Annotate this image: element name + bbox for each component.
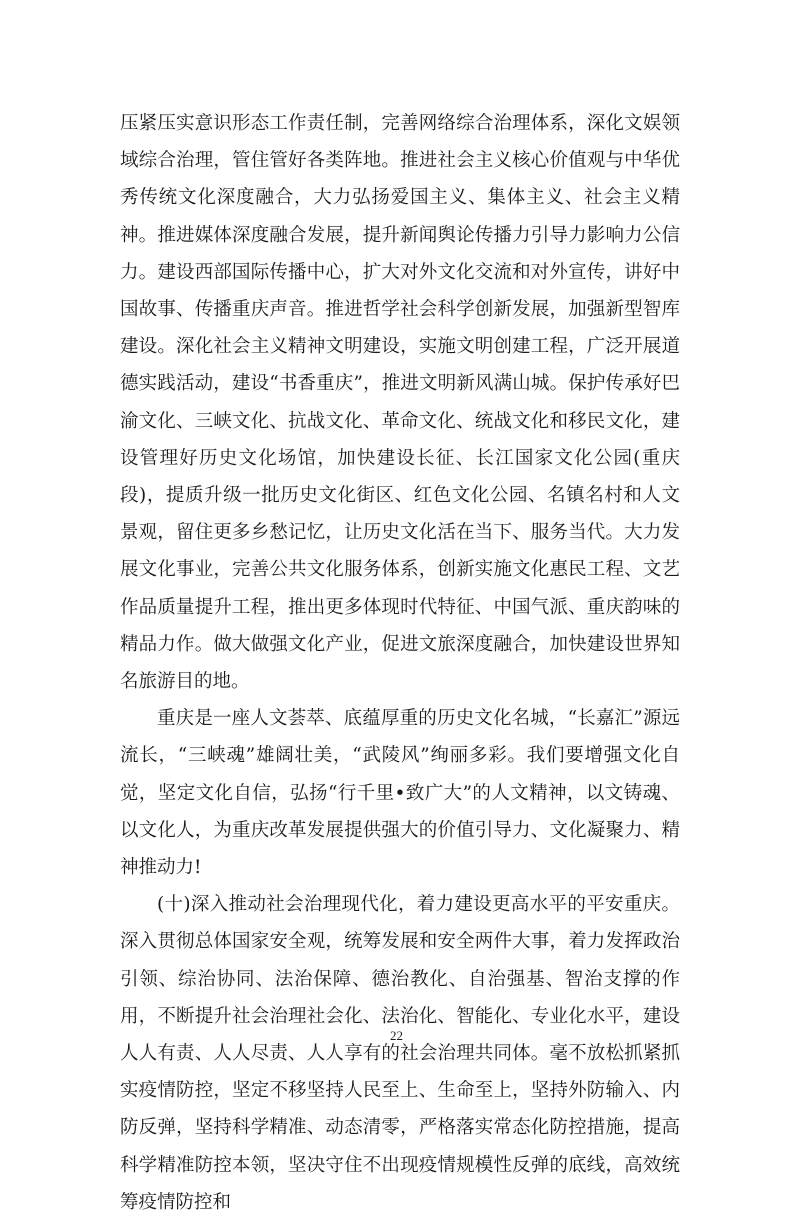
paragraph-social-governance: (十)深入推动社会治理现代化，着力建设更高水平的平安重庆。深入贯彻总体国家安全观，统筹发展和安全两件大事，着力发挥政治引领、综治协同、法治保障、德治教化、自治强基、智治支撑的作用，不断提升社会治理社会化、法治化、智能化、专业化水平，建设人人有责、人人尽责、人人享有的社会治理共同体。毫不放松抓紧抓实疫情防控，坚定不移坚持人民至上、生命至上，坚持外防输入、内防反弹，坚持科学精准、动态清零，严格落实常态化防控措施，提高科学精准防控本领，坚决守住不出现疫情规模性反弹的底线，高效统筹疫情防控和 <box>120 894 680 1213</box>
document-body <box>120 105 680 1221</box>
paragraph-chongqing-culture: 重庆是一座人文荟萃、底蕴厚重的历史文化名城，“长嘉汇”源远流长，“三峡魂”雄阔壮美，“武陵风”绚丽多彩。我们要增强文化自觉，坚定文化自信，弘扬“行千里•致广大”的人文精神，以文铸魂、以文化人，为重庆改革发展提供强大的价值引导力、文化凝聚力、精神推动力! <box>120 708 680 879</box>
page-number: 22 <box>390 1028 403 1043</box>
paragraph-continuation: 压紧压实意识形态工作责任制，完善网络综合治理体系，深化文娱领域综合治理，管住管好各类阵地。推进社会主义核心价值观与中华优秀传统文化深度融合，大力弘扬爱国主义、集体主义、社会主义精神。推进媒体深度融合发展，提升新闻舆论传播力引导力影响力公信力。建设西部国际传播中心，扩大对外文化交流和对外宣传，讲好中国故事、传播重庆声音。推进哲学社会科学创新发展，加强新型智库建设。深化社会主义精神文明建设，实施文明创建工程，广泛开展道德实践活动，建设“书香重庆”，推进文明新风满山城。保护传承好巴渝文化、三峡文化、抗战文化、革命文化、统战文化和移民文化，建设管理好历史文化场馆，加快建设长征、长江国家文化公园(重庆段)，提质升级一批历史文化街区、红色文化公园、名镇名村和人文景观，留住更多乡愁记忆，让历史文化活在当下、服务当代。大力发展文化事业，完善公共文化服务体系，创新实施文化惠民工程、文艺作品质量提升工程，推出更多体现时代特征、中国气派、重庆韵味的精品力作。做大做强文化产业，促进文旅深度融合，加快建设世界知名旅游目的地。 <box>120 113 680 693</box>
